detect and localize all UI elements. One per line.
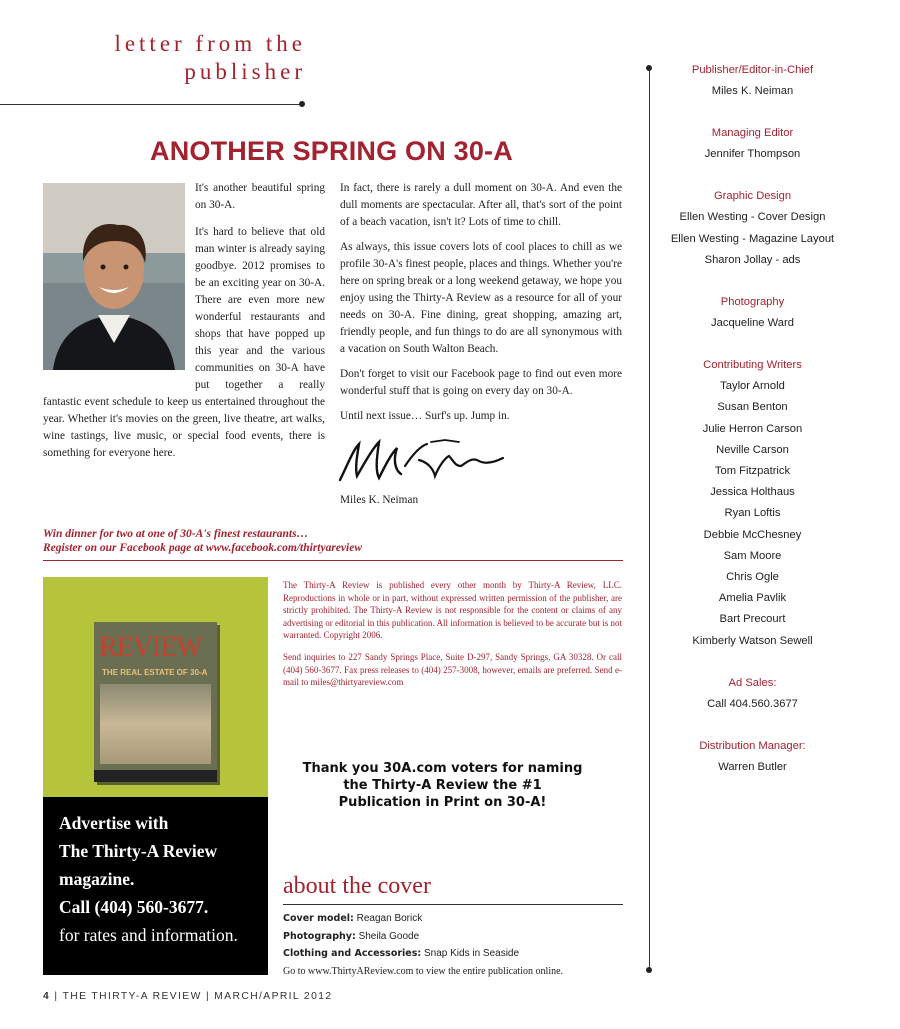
article-paragraph: Don't forget to visit our Facebook page to find out even more wonderful stuff that is going on every day on 30-A.	[340, 368, 622, 397]
column-divider-dot-bottom	[646, 967, 652, 973]
masthead	[660, 60, 845, 799]
about-cover-heading: about the cover	[283, 873, 431, 899]
section-title-line2: publisher	[184, 59, 306, 84]
masthead-role: Publisher/Editor-in-Chief	[691, 64, 814, 76]
article-column-1	[43, 180, 325, 472]
cover-credit-item: Photography: Sheila Goode	[283, 930, 420, 942]
promo-line-2: Register on our Facebook page at www.facebook.com/thirtyareview	[43, 542, 362, 554]
masthead-name: Kimberly Watson Sewell	[692, 634, 813, 647]
article-headline: ANOTHER SPRING ON 30-A	[150, 136, 513, 166]
promo-divider	[43, 560, 623, 561]
masthead-group	[660, 60, 845, 102]
masthead-group	[660, 673, 845, 715]
masthead-name: Sharon Jollay - ads	[704, 253, 801, 266]
masthead-role: Managing Editor	[711, 127, 794, 140]
masthead-name: Ellen Westing - Cover Design	[679, 211, 826, 224]
section-title-line1: letter from the	[114, 31, 306, 56]
ad-line: magazine.	[59, 869, 135, 889]
masthead-name: Taylor Arnold	[720, 380, 785, 393]
footer-publication: THE THIRTY-A REVIEW | MARCH/APRIL 2012	[62, 991, 333, 1002]
ad-line: Advertise with	[59, 813, 169, 833]
masthead-role: Ad Sales:	[728, 676, 777, 689]
masthead-name: Ellen Westing - Magazine Layout	[670, 232, 835, 245]
thank-you-note: Thank you 30A.com voters for naming the Thirty-A Review the #1 Publication in Print on 30-A!	[302, 761, 583, 810]
masthead-group	[660, 736, 845, 778]
masthead-name: Call 404.560.3677	[707, 697, 798, 710]
article-paragraph: It's hard to believe that old man winter is already saying goodbye. 2012 promises to be an exciting year on 30-A. There are even more new wonderful restaurants and shops that have popped up this year and the various communities on 30-A have put together a really fantastic event schedule to keep us entertained throughout the year. Whether it's movies on the green, live theatre, art walks, wine tastings, live music, or special food events, there is something for everyone here.	[43, 226, 325, 459]
masthead-role: Contributing Writers	[703, 359, 802, 372]
masthead-name: Jacqueline Ward	[711, 317, 794, 330]
publication-fineprint	[283, 579, 622, 698]
masthead-name: Susan Benton	[717, 401, 788, 414]
masthead-group	[660, 292, 845, 334]
masthead-group	[660, 355, 845, 652]
ad-copy	[59, 809, 259, 949]
masthead-name: Ryan Loftis	[724, 507, 781, 520]
magazine-cover-thumbnail	[94, 622, 217, 782]
about-cover-credits	[283, 910, 628, 980]
promo-line-1: Win dinner for two at one of 30-A's finest restaurants…	[43, 528, 309, 540]
masthead-name: Chris Ogle	[726, 571, 779, 584]
fineprint-copyright: The Thirty-A Review is published every other month by Thirty-A Review, LLC. Reproductions in whole or in part, without expressed written permission of the publisher, are strictly prohibited. The Thirty-A Review is not responsible for the content or claims of any advertising or editorial in this publication. All information is believed to be accurate but is not warranted. Copyright 2006.	[283, 580, 622, 641]
article-paragraph: In fact, there is rarely a dull moment on 30-A. And even the dull moments are spectacular. After all, that's sort of the point of a beach vacation, isn't it? Lots of time to chill.	[340, 182, 622, 228]
masthead-name: Miles K. Neiman	[711, 85, 794, 97]
ad-green-panel	[43, 577, 268, 797]
signature-name: Miles K. Neiman	[340, 494, 419, 506]
magazine-cover-photo	[100, 684, 211, 764]
article-column-2	[340, 180, 622, 433]
facebook-promo	[43, 527, 623, 555]
advertise-banner	[43, 577, 268, 975]
masthead-name: Julie Herron Carson	[702, 422, 803, 435]
ad-line: for rates and information.	[59, 925, 238, 945]
footer-separator: |	[54, 991, 59, 1002]
masthead-name: Neville Carson	[716, 443, 789, 456]
fineprint-contact: Send inquiries to 227 Sandy Springs Place, Suite D-297, Sandy Springs, GA 30328. Or call (404) 560-3677. Fax press releases to (404) 257-3008, however, emails are preferred. Send e-mail to miles@thirtyareview.com	[283, 651, 622, 688]
magazine-cover-subtitle: THE REAL ESTATE OF 30-A	[102, 668, 208, 677]
article-paragraph: As always, this issue covers lots of cool places to chill as we profile 30-A's finest people, places and things. Whether you're here on spring break or a long weekend getaway, we hope you enjoy using the Thirty-A Review as a resource for all of your needs on 30-A. Fine dining, great shopping, amazing art, friendly people, and fun things to do are all synonymous with a vacation on South Walton Beach.	[340, 241, 622, 355]
masthead-role: Distribution Manager:	[699, 740, 806, 753]
page-footer	[43, 991, 332, 1002]
cover-credit-item: Clothing and Accessories: Snap Kids in Seaside	[283, 948, 520, 959]
magazine-cover-strip	[94, 770, 217, 782]
ad-line: The Thirty-A Review	[59, 841, 218, 861]
cover-online-note: Go to www.ThirtyAReview.com to view the entire publication online.	[283, 965, 564, 977]
masthead-name: Sam Moore	[723, 549, 782, 562]
header-divider-dot	[299, 101, 305, 107]
magazine-cover-title: REVIEW	[99, 632, 202, 663]
about-cover-divider	[283, 904, 623, 905]
masthead-name: Jessica Holthaus	[710, 486, 795, 499]
masthead-name: Tom Fitzpatrick	[714, 465, 791, 478]
photo-spacer	[43, 180, 195, 380]
ad-line: Call (404) 560-3677.	[59, 897, 209, 917]
masthead-group	[660, 186, 845, 271]
column-divider	[649, 68, 650, 972]
column-divider-dot-top	[646, 65, 652, 71]
masthead-role: Graphic Design	[713, 190, 792, 203]
masthead-name: Amelia Pavlik	[718, 592, 787, 605]
cover-credit-item: Cover model: Reagan Borick	[283, 913, 423, 924]
masthead-group	[660, 123, 845, 165]
masthead-name: Jennifer Thompson	[704, 148, 801, 161]
masthead-role: Photography	[720, 296, 785, 309]
masthead-name: Debbie McChesney	[703, 528, 802, 541]
section-title	[6, 30, 306, 86]
publisher-signature	[335, 436, 510, 486]
article-paragraph: It's another beautiful spring on 30-A.	[195, 182, 325, 211]
page-number: 4	[43, 991, 51, 1002]
masthead-name: Bart Precourt	[719, 613, 786, 626]
header-divider	[0, 104, 302, 105]
masthead-name: Warren Butler	[718, 761, 787, 774]
article-paragraph: Until next issue… Surf's up. Jump in.	[340, 410, 510, 422]
